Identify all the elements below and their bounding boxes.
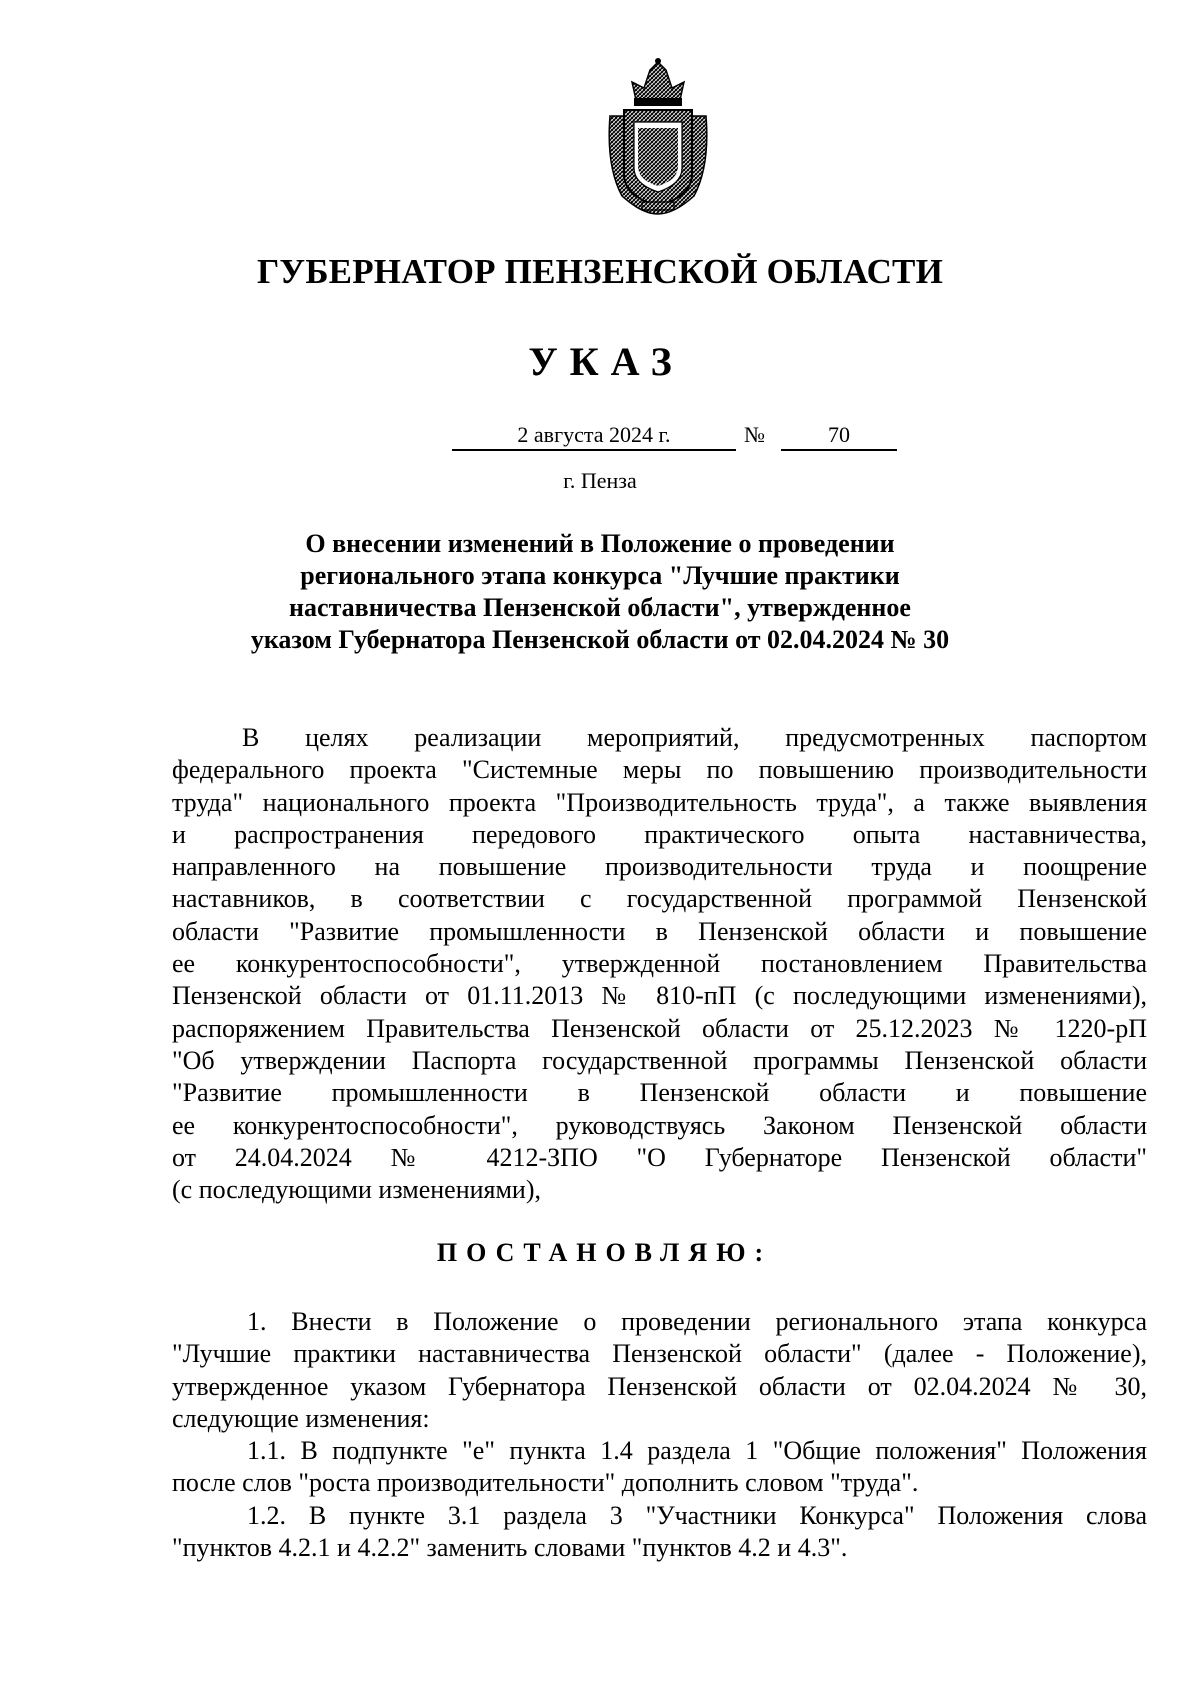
preamble-line: от 24.04.2024 № 4212-ЗПО "О Губернаторе Пензенской области" xyxy=(172,1142,1147,1172)
title-line: указом Губернатора Пензенской области от 02.04.2024 № 30 xyxy=(250,625,950,654)
preamble-line: (с последующими изменениями), xyxy=(172,1175,542,1205)
preamble-line: ее конкурентоспособности", утвержденной постановлением Правительства xyxy=(172,949,1147,979)
preamble-line: ее конкурентоспособности", руководствуясь Законом Пензенской области xyxy=(172,1110,1147,1140)
preamble-line: "Об утверждении Паспорта государственной программы Пензенской области xyxy=(172,1045,1147,1075)
document-type: УКАЗ xyxy=(528,339,684,384)
document-city: г. Пенза xyxy=(563,468,637,493)
item-line: 1.2. В пункте 3.1 раздела 3 "Участники Конкурса" Положения слова xyxy=(247,1500,1147,1530)
document-title xyxy=(170,528,1030,656)
item-line: 1. Внести в Положение о проведении регионального этапа конкурса xyxy=(247,1307,1147,1336)
preamble-line: федерального проекта "Системные меры по повышению производительности xyxy=(172,755,1147,785)
item-line: следующие изменения: xyxy=(172,1403,430,1433)
document-number: 70 xyxy=(781,422,897,451)
preamble-line: и распространения передового практического опыта наставничества, xyxy=(172,819,1147,849)
preamble-paragraph xyxy=(172,722,1147,1206)
preamble-line: распоряжением Правительства Пензенской области от 25.12.2023 № 1220-рП xyxy=(172,1013,1147,1043)
item-line: утвержденное указом Губернатора Пензенской области от 02.04.2024 № 30, xyxy=(172,1371,1147,1401)
preamble-line: В целях реализации мероприятий, предусмотренных паспортом xyxy=(242,723,1147,752)
item-line: "Лучшие практики наставничества Пензенской области" (далее - Положение), xyxy=(172,1339,1147,1369)
title-line: О внесении изменений в Положение о проведении xyxy=(305,529,895,558)
title-line: регионального этапа конкурса "Лучшие практики xyxy=(300,561,900,590)
resolve-heading: ПОСТАНОВЛЯЮ: xyxy=(436,1238,773,1267)
preamble-line: направленного на повышение производительности труда и поощрение xyxy=(172,852,1147,882)
resolution-items xyxy=(172,1306,1147,1564)
issuing-authority: ГУБЕРНАТОР ПЕНЗЕНСКОЙ ОБЛАСТИ xyxy=(256,252,944,291)
coat-of-arms-icon xyxy=(602,56,714,216)
document-date: 2 августа 2024 г. xyxy=(452,422,736,451)
item-line: 1.1. В подпункте "е" пункта 1.4 раздела 1 "Общие положения" Положения xyxy=(247,1436,1147,1466)
number-sign: № xyxy=(744,422,765,447)
preamble-line: Пензенской области от 01.11.2013 № 810-пП (с последующими изменениями), xyxy=(172,981,1147,1011)
preamble-line: труда" национального проекта "Производительность труда", а также выявления xyxy=(172,787,1147,817)
preamble-line: наставников, в соответствии с государственной программой Пензенской xyxy=(172,884,1147,914)
item-line: после слов "роста производительности" дополнить словом "труда". xyxy=(172,1468,919,1498)
item-line: "пунктов 4.2.1 и 4.2.2" заменить словами "пунктов 4.2 и 4.3". xyxy=(172,1533,848,1563)
title-line: наставничества Пензенской области", утвержденное xyxy=(289,593,911,622)
preamble-line: "Развитие промышленности в Пензенской области и повышение xyxy=(172,1078,1147,1108)
preamble-line: области "Развитие промышленности в Пензенской области и повышение xyxy=(172,916,1147,946)
